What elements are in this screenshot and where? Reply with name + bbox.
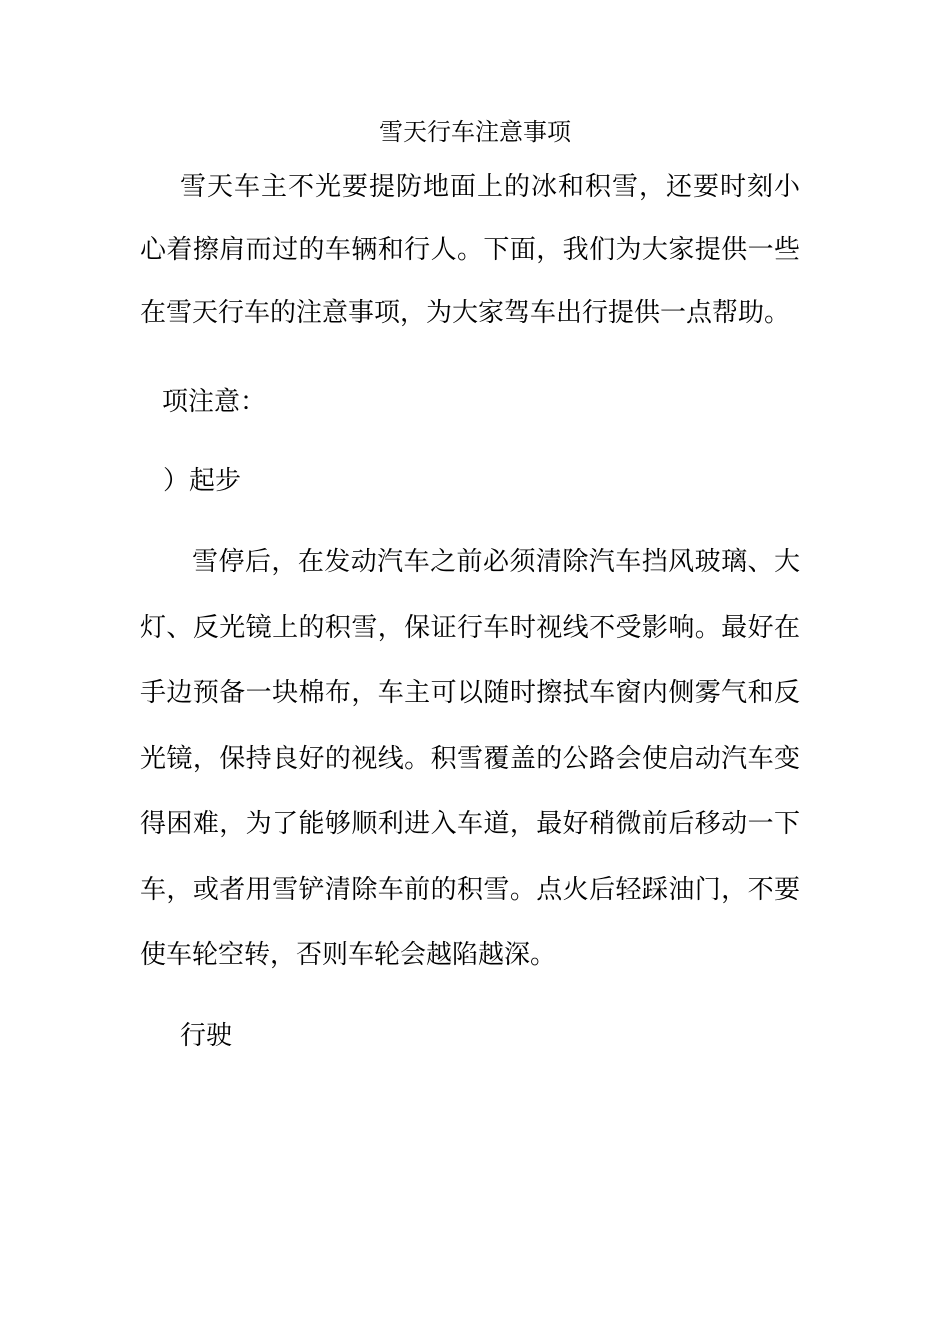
intro-paragraph: 雪天车主不光要提防地面上的冰和积雪，还要时刻小心着擦肩而过的车辆和行人。下面，我们为大家提供一些在雪天行车的注意事项，为大家驾车出行提供一点帮助。 (140, 172, 800, 328)
subsection-heading-drive: 行驶 (180, 1021, 233, 1051)
start-paragraph: 雪停后，在发动汽车之前必须清除汽车挡风玻璃、大灯、反光镜上的积雪，保证行车时视线不受影响。最好在手边预备一块棉布，车主可以随时擦拭车窗内侧雾气和反光镜，保持良好的视线。积雪覆盖的公路会使启动汽车变得困难，为了能够顺利进入车道，最好稍微前后移动一下车，或者用雪铲清除车前的积雪。点火后轻踩油门，不要使车轮空转，否则车轮会越陷越深。 (140, 547, 800, 970)
subsection-heading-start: ）起步 (163, 466, 242, 496)
section-heading-notes: 项注意： (162, 387, 267, 417)
document-title: 雪天行车注意事项 (379, 118, 571, 146)
